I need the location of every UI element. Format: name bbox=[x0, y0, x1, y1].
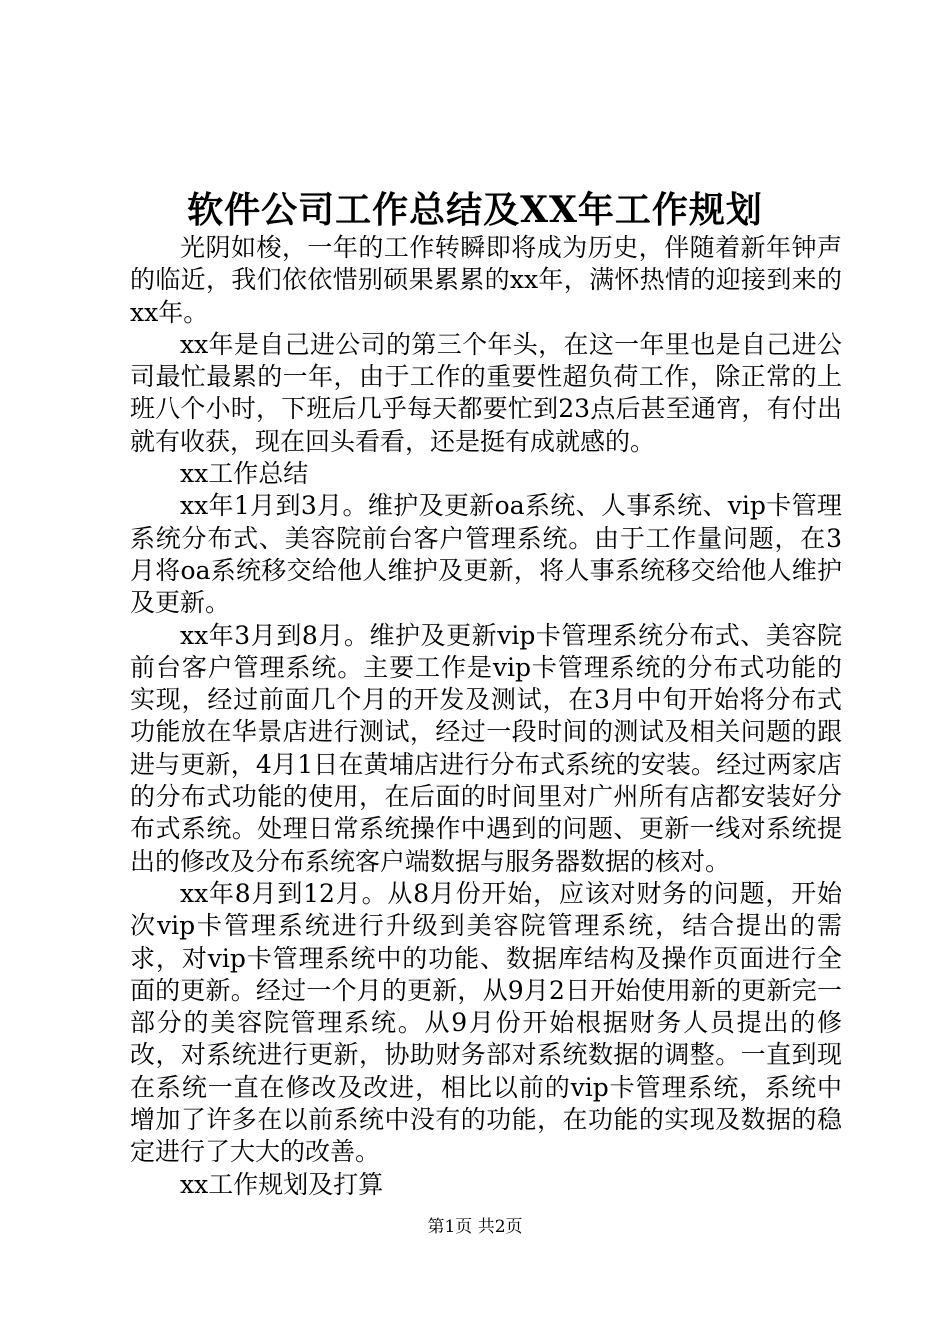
page-footer: 第1页 共2页 bbox=[427, 1217, 523, 1237]
document-body bbox=[130, 232, 842, 1201]
paragraph-jan-mar: xx年1月到3月。维护及更新oa系统、人事系统、vip卡管理系统分布式、美容院前台客户管理系统。由于工作量问题，在3月将oa系统移交给他人维护及更新，将人事系统移交给他人维护及更新。 bbox=[130, 491, 842, 618]
paragraph-aug-dec: xx年8月到12月。从8月份开始，应该对财务的问题，开始次vip卡管理系统进行升级到美容院管理系统，结合提出的需求，对vip卡管理系统中的功能、数据库结构及操作页面进行全面的更新。经过一个月的更新，从9月2日开始使用新的更新完一部分的美容院管理系统。从9月份开始根据财务人员提出的修改，对系统进行更新，协助财务部对系统数据的调整。一直到现在系统一直在修改及改进，相比以前的vip卡管理系统，系统中增加了许多在以前系统中没有的功能，在功能的实现及数据的稳定进行了大大的改善。 bbox=[130, 878, 842, 1167]
document-title: 软件公司工作总结及XX年工作规划 bbox=[187, 189, 763, 231]
paragraph-intro: 光阴如梭，一年的工作转瞬即将成为历史，伴随着新年钟声的临近，我们依依惜别硕果累累的xx年，满怀热情的迎接到来的xx年。 bbox=[130, 233, 842, 327]
paragraph-year-overview: xx年是自己进公司的第三个年头，在这一年里也是自己进公司最忙最累的一年，由于工作的重要性超负荷工作，除正常的上班八个小时，下班后几乎每天都要忙到23点后甚至通宵，有付出就有收获，现在回头看看，还是挺有成就感的。 bbox=[130, 329, 842, 456]
section-heading-summary: xx工作总结 bbox=[180, 459, 309, 489]
section-heading-plan: xx工作规划及打算 bbox=[180, 1169, 384, 1199]
paragraph-mar-aug: xx年3月到8月。维护及更新vip卡管理系统分布式、美容院前台客户管理系统。主要工作是vip卡管理系统的分布式功能的实现，经过前面几个月的开发及测试，在3月中旬开始将分布式功能放在华景店进行测试，经过一段时间的测试及相关问题的跟进与更新，4月1日在黄埔店进行分布式系统的安装。经过两家店的分布式功能的使用，在后面的时间里对广州所有店都安装好分布式系统。处理日常系统操作中遇到的问题、更新一线对系统提出的修改及分布系统客户端数据与服务器数据的核对。 bbox=[130, 620, 842, 876]
